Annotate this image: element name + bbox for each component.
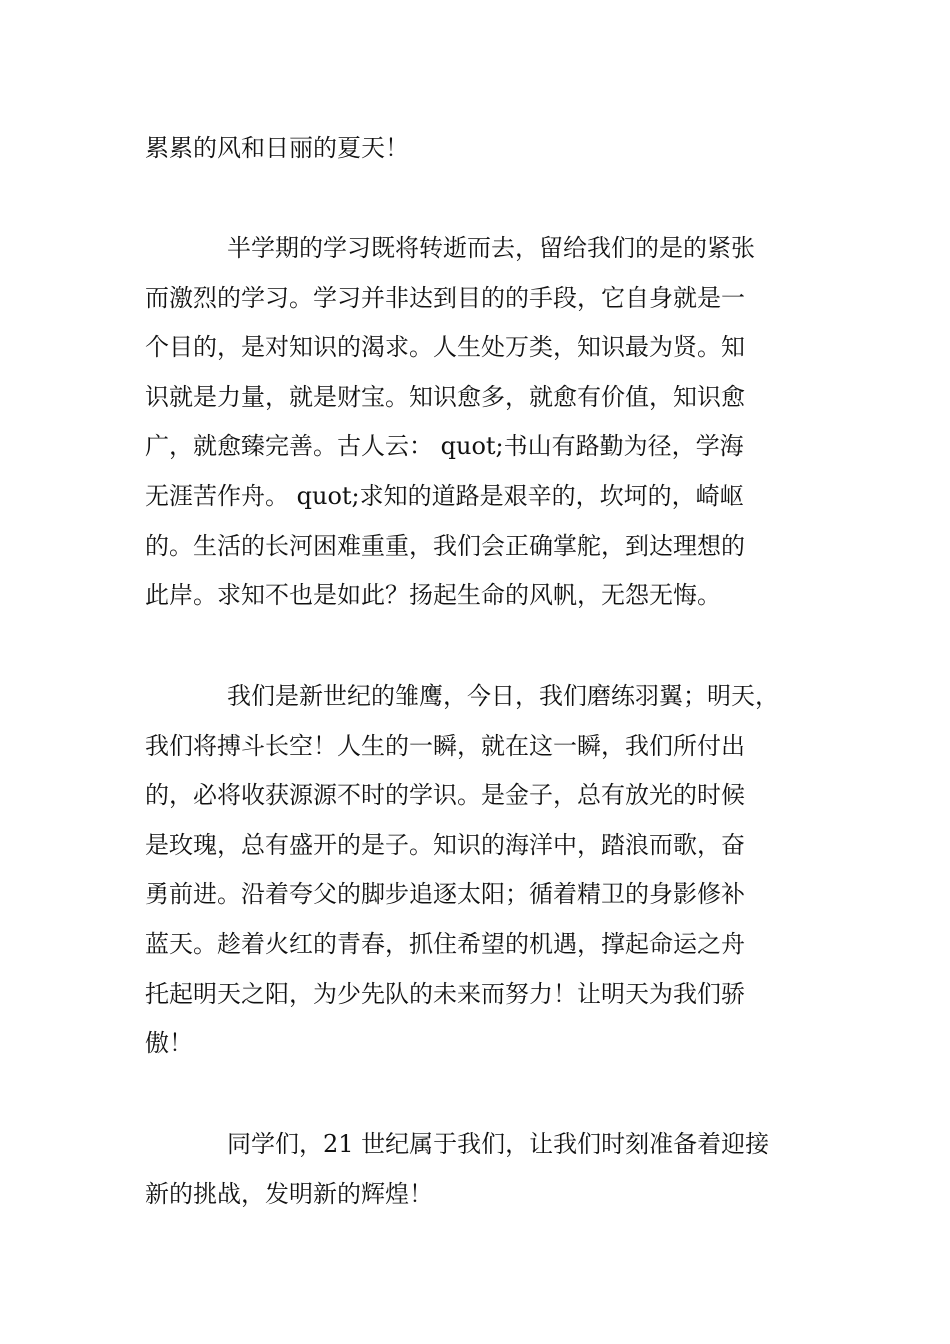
- text-line: 半学期的学习既将转逝而去，留给我们的是的紧张: [227, 234, 755, 262]
- text-line: 的，必将收获源源不时的学识。是金子，总有放光的时候: [145, 781, 745, 810]
- text-line: 蓝天。趁着火红的青春，抓住希望的机遇，撑起命运之舟: [145, 929, 745, 958]
- text-line: 识就是力量，就是财宝。知识愈多，就愈有价值，知识愈: [145, 382, 745, 411]
- text-line: 广，就愈臻完善。古人云： quot;书山有路勤为径，学海: [145, 432, 744, 461]
- text-line: 我们将搏斗长空！人生的一瞬，就在这一瞬，我们所付出: [145, 731, 745, 760]
- text-line: 托起明天之阳，为少先队的未来而努力！让明天为我们骄: [145, 979, 745, 1008]
- text-line: 新的挑战，发明新的辉煌！: [145, 1179, 433, 1208]
- text-line: 无涯苦作舟。 quot;求知的道路是艰辛的，坎坷的，崎岖: [145, 481, 744, 510]
- text-line: 勇前进。沿着夸父的脚步追逐太阳；循着精卫的身影修补: [145, 880, 745, 909]
- text-line: 个目的，是对知识的渴求。人生处万类，知识最为贤。知: [145, 333, 745, 362]
- paragraph: [145, 1120, 815, 1219]
- text-line: 傲！: [145, 1029, 193, 1058]
- text-line: 累累的风和日丽的夏天！: [145, 134, 409, 162]
- text-line: 此岸。求知不也是如此？扬起生命的风帆，无怨无悔。: [145, 581, 721, 610]
- text-line: 的。生活的长河困难重重，我们会正确掌舵，到达理想的: [145, 531, 745, 560]
- text-line: 而激烈的学习。学习并非达到目的的手段，它自身就是一: [145, 283, 745, 312]
- paragraph: [145, 224, 815, 621]
- text-line: 我们是新世纪的雏鹰，今日，我们磨练羽翼；明天，: [227, 682, 779, 710]
- paragraph: [145, 124, 815, 174]
- text-line: 是玫瑰，总有盛开的是子。知识的海洋中，踏浪而歌，奋: [145, 830, 745, 859]
- text-line: 同学们，21 世纪属于我们，让我们时刻准备着迎接: [227, 1130, 770, 1158]
- paragraph: [145, 672, 815, 1069]
